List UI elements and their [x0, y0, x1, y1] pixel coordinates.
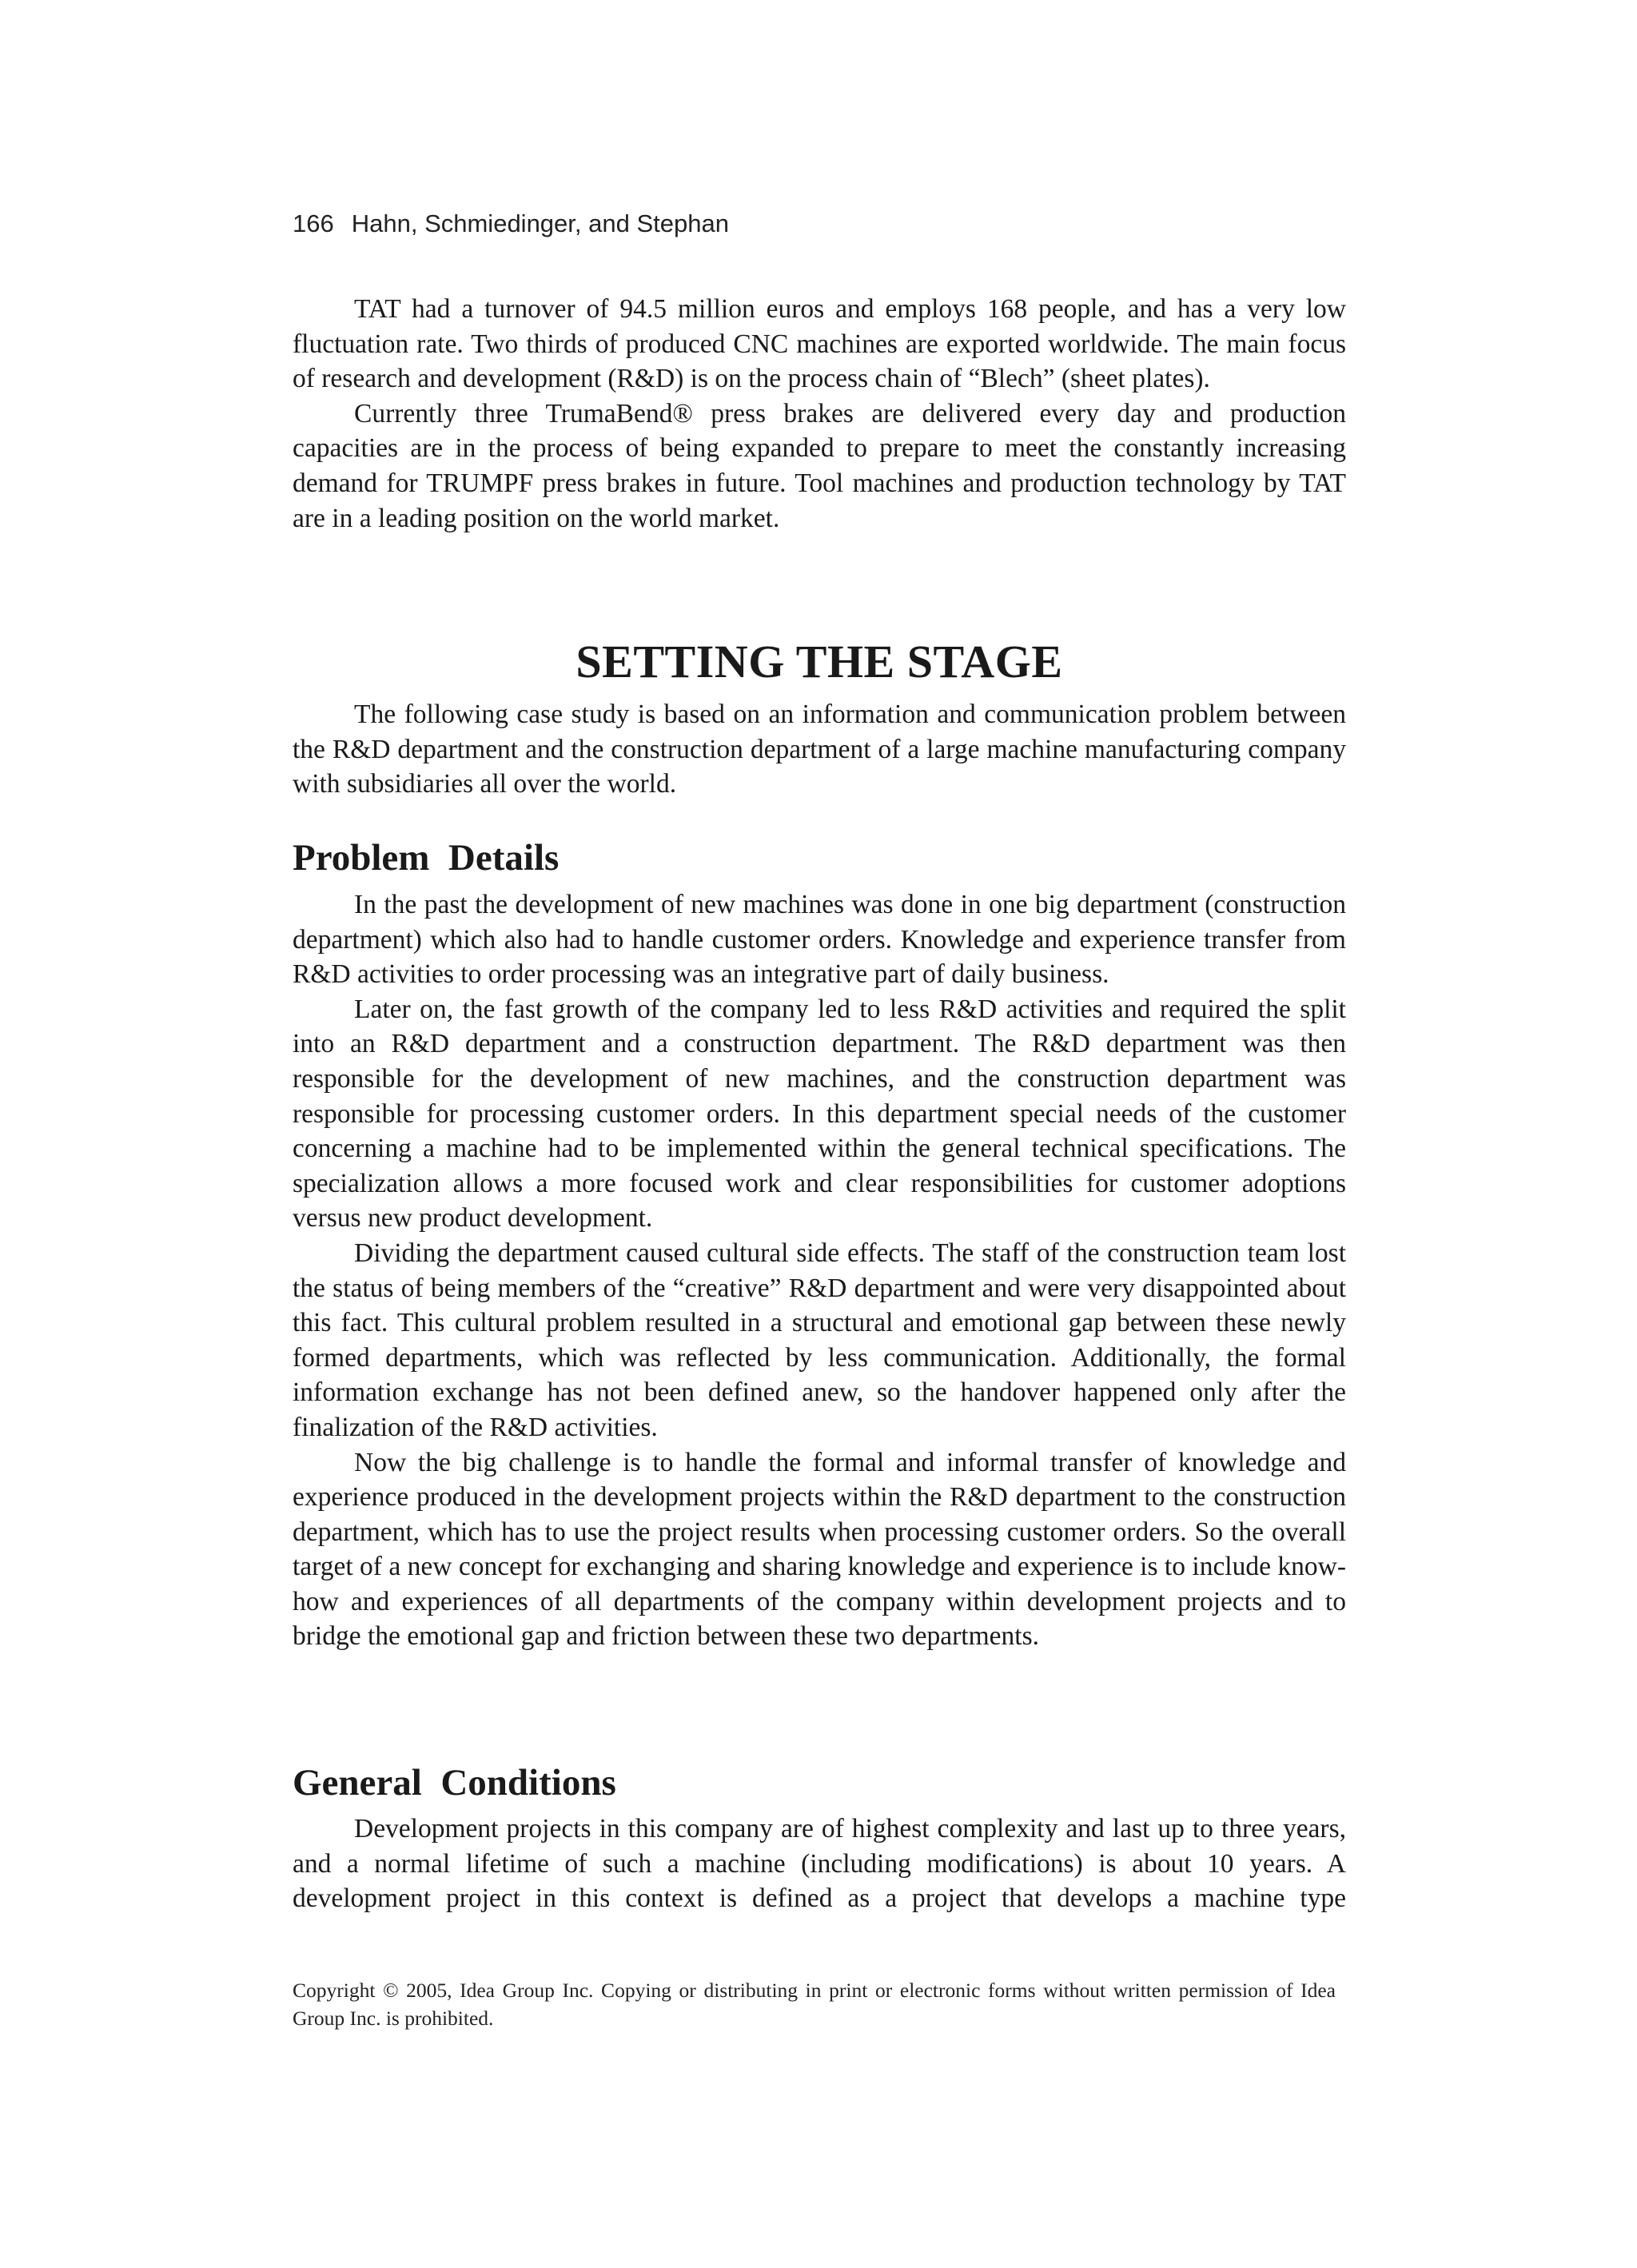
subheading-general-conditions: General Conditions: [293, 1762, 616, 1804]
section-title-setting-the-stage: SETTING THE STAGE: [576, 636, 1063, 688]
intro-paragraph-2: Currently three TrumaBend® press brakes are delivered every day and production capacities are in the process of being expanded to prepare to meet the constantly increasing demand for TRUMPF press brakes in future. Tool machines and production technology by TAT are in a leading position on the world market.: [293, 398, 1346, 533]
intro-paragraph-1: TAT had a turnover of 94.5 million euros and employs 168 people, and has a very low fluctuation rate. Two thirds of produced CNC machines are exported worldwide. The main focus of research and development (R&D) is on the process chain of “Blech” (sheet plates).: [293, 294, 1346, 394]
general-conditions-paragraph-1: Development projects in this company are of highest complexity and last up to three years, and a normal lifetime of such a machine (including modifications) is about 10 years. A development project in this context is defined as a project that develops a machine type: [293, 1814, 1346, 1914]
setting-the-stage-section: [293, 697, 1346, 802]
intro-section: [293, 292, 1346, 536]
problem-details-paragraph-3: Dividing the department caused cultural side effects. The staff of the construction team lost the status of being members of the “creative” R&D department and were very disappointed about this fact. This cultural problem resulted in a structural and emotional gap between these newly formed departments, which was reflected by less communication. Additionally, the formal information exchange has not been defined anew, so the handover happened only after the finalization of the R&D activities.: [293, 1238, 1346, 1442]
running-head: [293, 209, 729, 238]
problem-details-section: [293, 887, 1346, 1654]
copyright-notice: Copyright © 2005, Idea Group Inc. Copying or distributing in print or electronic forms without written permission of Idea Group Inc. is prohibited.: [293, 1979, 1336, 2030]
running-head-authors: Hahn, Schmiedinger, and Stephan: [351, 209, 729, 237]
problem-details-paragraph-4: Now the big challenge is to handle the formal and informal transfer of knowledge and experience produced in the development projects within the R&D department to the construction department, which has to use the project results when processing customer orders. So the overall target of a new concept for exchanging and sharing knowledge and experience is to include know-how and experiences of all departments of the company within development projects and to bridge the emotional gap and friction between these two departments.: [293, 1447, 1346, 1652]
subheading-problem-details: Problem Details: [293, 837, 560, 879]
general-conditions-section: [293, 1812, 1346, 1916]
problem-details-paragraph-2: Later on, the fast growth of the company led to less R&D activities and required the split into an R&D department and a construction department. The R&D department was then responsible for the development of new machines, and the construction department was responsible for processing customer orders. In this department special needs of the customer concerning a machine had to be implemented within the general technical specifications. The specialization allows a more focused work and clear responsibilities for customer adoptions versus new product development.: [293, 994, 1346, 1234]
page-number: 166: [293, 209, 334, 237]
problem-details-paragraph-1: In the past the development of new machines was done in one big department (construction department) which also had to handle customer orders. Knowledge and experience transfer from R&D activities to order processing was an integrative part of daily business.: [293, 890, 1346, 990]
setting-the-stage-paragraph-1: The following case study is based on an information and communication problem between the R&D department and the construction department of a large machine manufacturing company with subsidiaries all over the world.: [293, 700, 1346, 799]
